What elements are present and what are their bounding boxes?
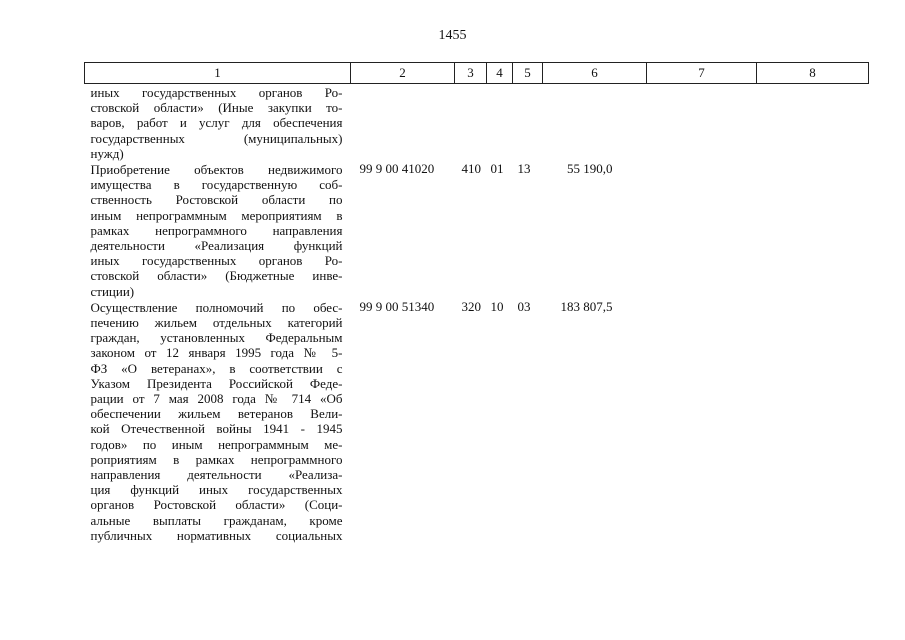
description-line: государственных (муниципальных) [90,130,343,146]
column-header-4: 4 [487,63,513,84]
description-line: стовской области» (Иные закупки то- [90,100,343,116]
description-line: рации от 7 мая 2008 года № 714 «Об [90,391,343,407]
description-line: печению жильем отдельных категорий [90,315,343,331]
row-amount: 55 190,0 [567,161,613,177]
description-line: нужд) [90,145,124,161]
description-line: рамках непрограммного направления [90,222,343,238]
budget-table [84,62,869,543]
description-line: иным непрограммным мероприятиям в [90,207,343,223]
row-col-7 [647,84,757,162]
header-row [85,63,869,84]
description-line: Указом Президента Российской Феде- [90,375,343,391]
description-line: имущества в государственную соб- [90,177,343,193]
row-expense-type: 410 [461,161,481,177]
description-line: граждан, установленных Федеральным [90,330,343,346]
description-line: кой Отечественной войны 1941 - 1945 [90,421,343,437]
row-col-7 [647,161,757,299]
description-line: законом от 12 января 1995 года № 5- [90,345,343,361]
table-row [85,84,869,162]
description-line: деятельности «Реализация функций [90,238,343,254]
column-header-5: 5 [513,63,543,84]
description-line: иных государственных органов Ро- [90,85,343,100]
description-line: альные выплаты гражданам, кроме [90,512,343,528]
row-expense-type [455,84,487,162]
row-amount [543,84,647,162]
row-col-8 [757,161,869,299]
column-header-6: 6 [543,63,647,84]
table-row [85,299,869,543]
description-line: иных государственных органов Ро- [90,253,343,269]
description-line: стиции) [90,283,135,299]
description-line: ция функций иных государственных [90,482,343,498]
description-line: годов» по иным непрограммным ме- [90,436,343,452]
table-row [85,161,869,299]
page-number: 1455 [438,28,467,43]
description-line: Осуществление полномочий по обес- [90,299,343,315]
row-expense-type: 320 [461,298,481,314]
description-line: варов, работ и услуг для обеспечения [90,115,343,131]
row-target-code: 99 9 00 41020 [359,161,435,177]
description-line: органов Ростовской области» (Соци- [90,497,343,513]
column-header-3: 3 [455,63,487,84]
row-subsection [513,84,543,162]
row-target-code [351,84,455,162]
description-line: обеспечении жильем ветеранов Вели- [90,406,343,422]
description-line: ственность Ростовской области по [90,192,343,208]
description-line: ФЗ «О ветеранах», в соответствии с [90,360,343,376]
column-header-8: 8 [757,63,869,84]
row-description [85,299,351,543]
column-header-1: 1 [85,63,351,84]
row-description [85,161,351,299]
row-col-8 [757,299,869,543]
description-line: Приобретение объектов недвижимого [90,162,343,178]
row-section: 10 [490,298,504,314]
description-line: публичных нормативных социальных [90,527,343,543]
row-col-7 [647,299,757,543]
row-amount: 183 807,5 [560,298,613,314]
row-col-8 [757,84,869,162]
description-line: стовской области» (Бюджетные инве- [90,268,343,284]
row-description [85,84,351,162]
column-header-7: 7 [647,63,757,84]
row-section [487,84,513,162]
description-line: роприятиям в рамках непрограммного [90,451,343,467]
column-header-2: 2 [351,63,455,84]
row-section: 01 [490,161,504,177]
row-subsection: 03 [517,298,531,314]
row-subsection: 13 [517,161,531,177]
description-line: направления деятельности «Реализа- [90,467,343,483]
row-target-code: 99 9 00 51340 [359,298,435,314]
